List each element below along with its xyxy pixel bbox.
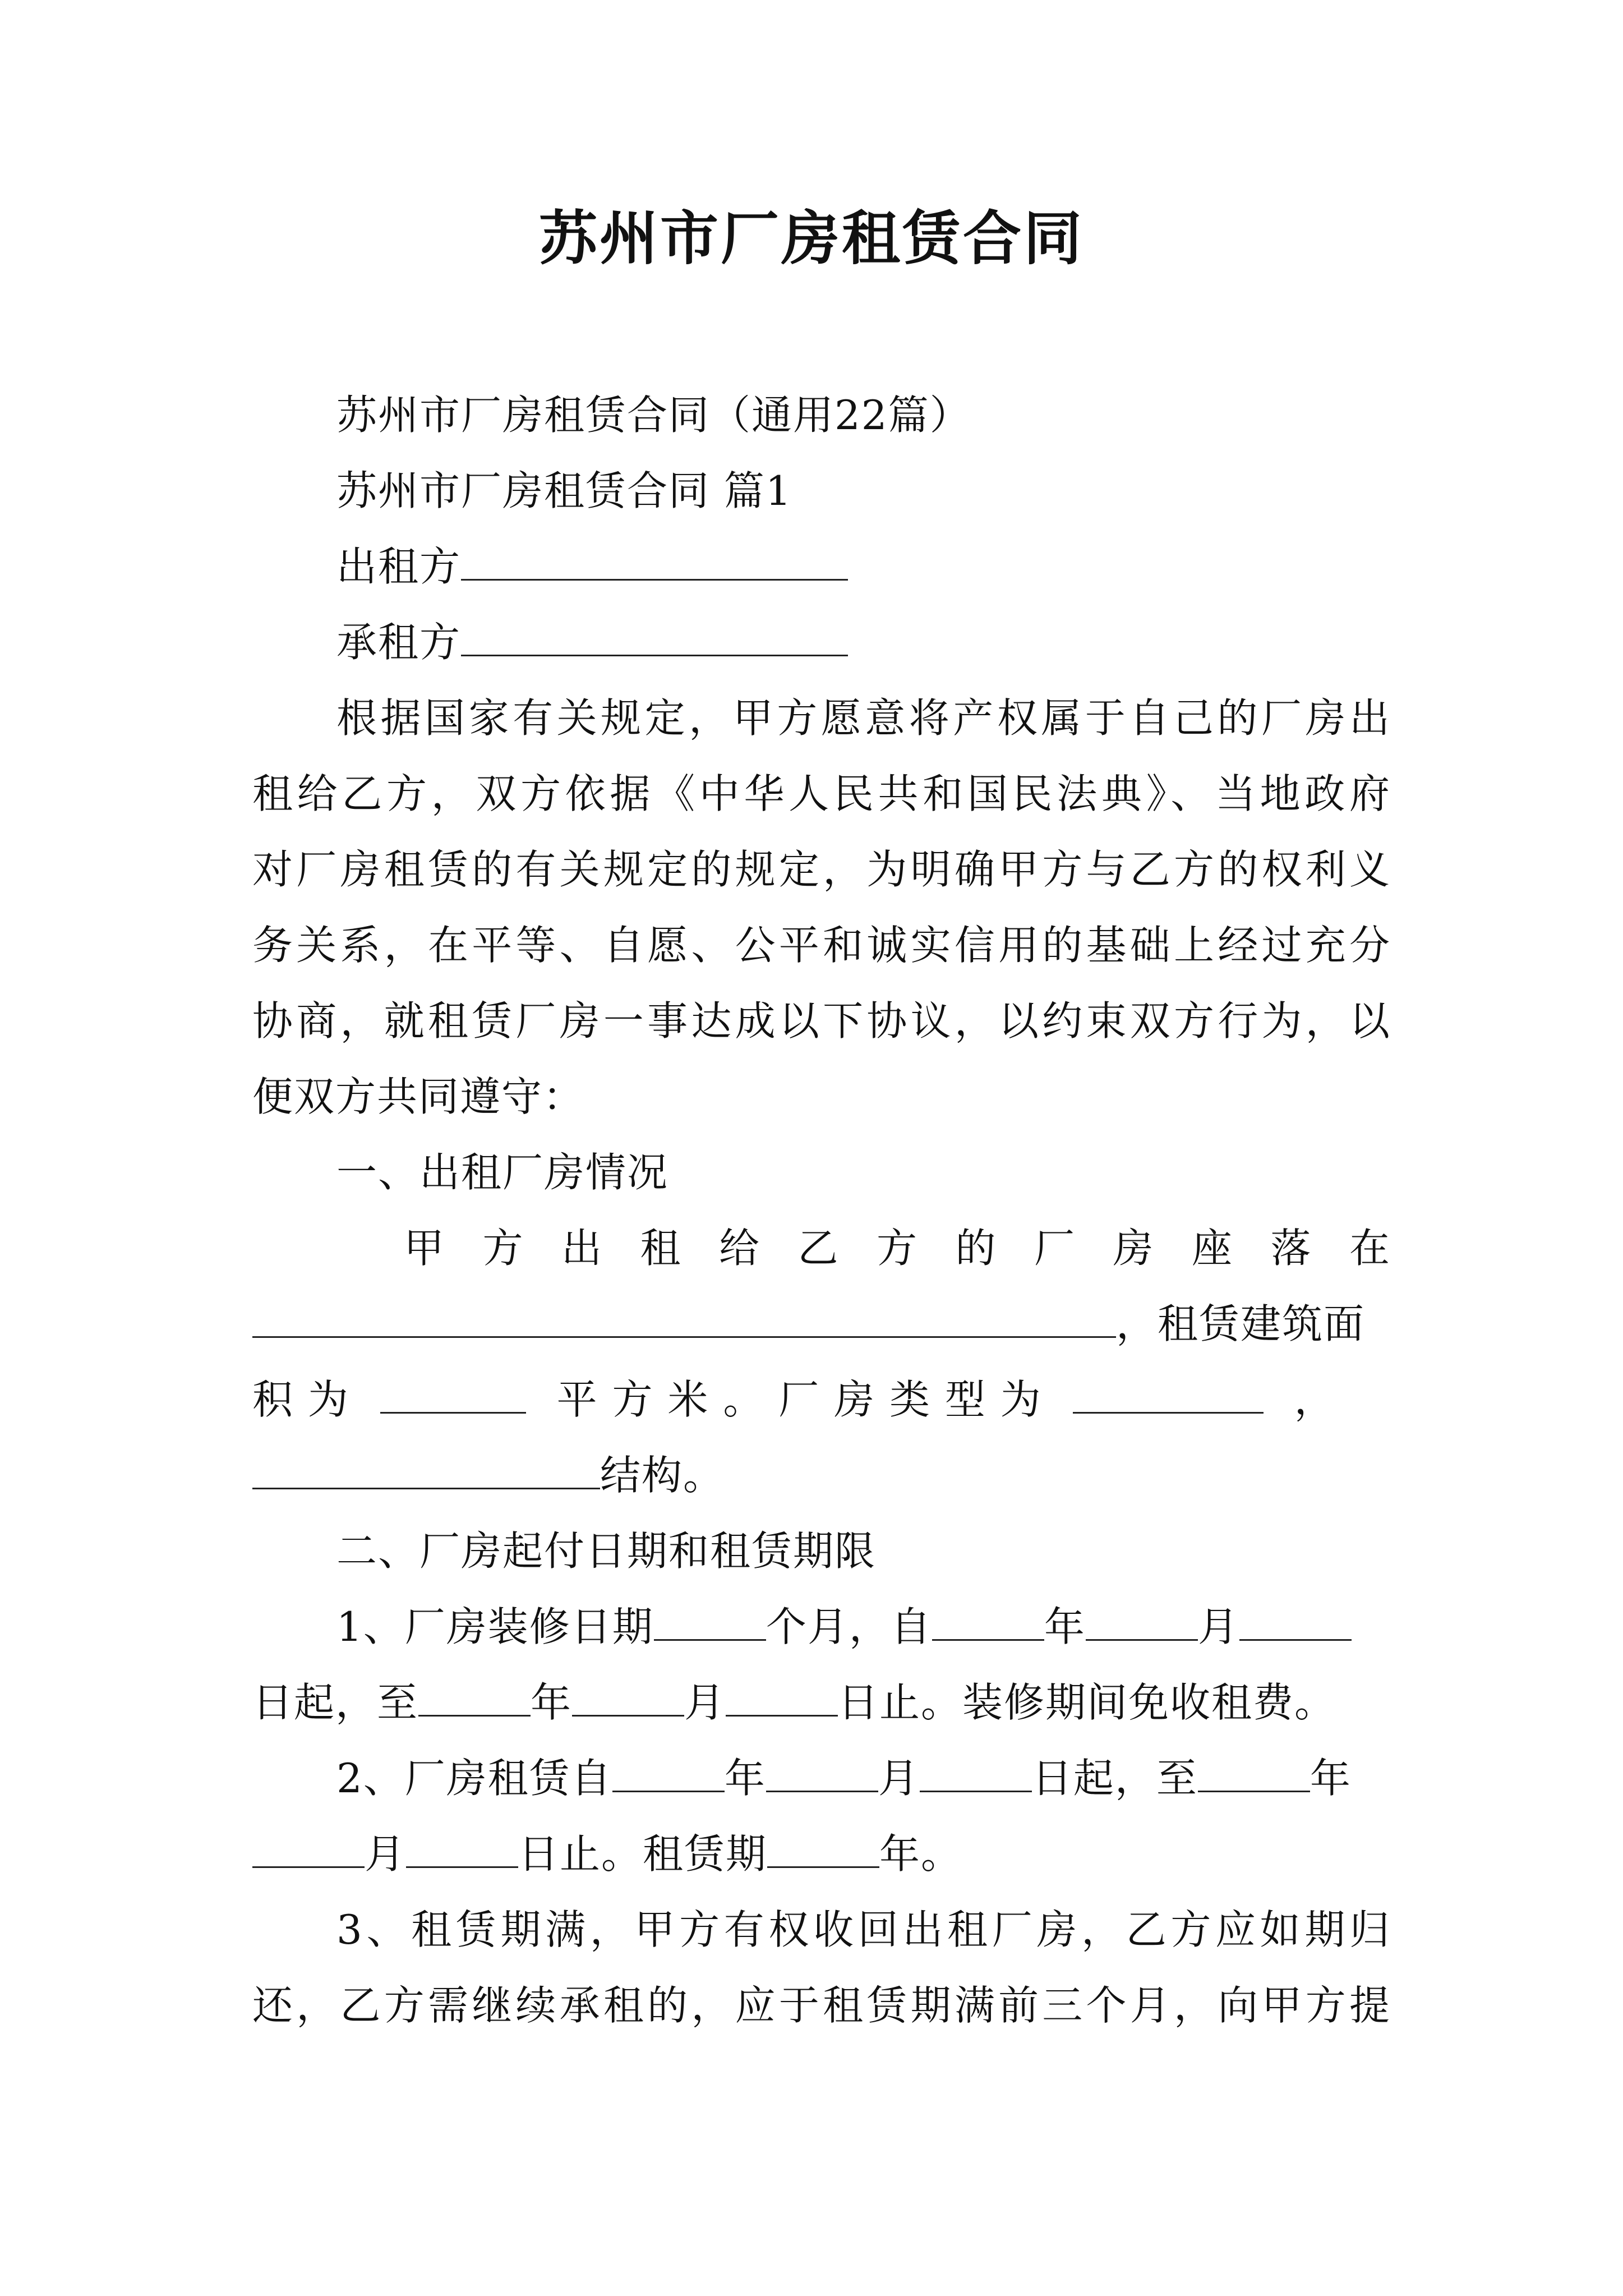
month-blank — [252, 1827, 365, 1868]
comma: ， — [1294, 1376, 1336, 1423]
paragraph-line: 还，乙方需继续承租的，应于租赁期满前三个月，向甲方提 — [252, 1982, 1391, 2029]
paragraph-line: 便双方共同遵守： — [252, 1073, 585, 1120]
text: 年 — [531, 1679, 573, 1726]
text: 月 — [684, 1679, 726, 1726]
lessor-label: 出租方 — [336, 543, 462, 590]
year-blank — [418, 1676, 531, 1717]
paragraph-line: 协商，就租赁厂房一事达成以下协议，以约束双方行为，以 — [252, 997, 1391, 1045]
text: 日起，至 — [252, 1679, 419, 1726]
text: 月 — [1197, 1603, 1239, 1650]
paragraph-line: 根据国家有关规定，甲方愿意将产权属于自己的厂房出 — [336, 694, 1391, 742]
subtitle: 苏州市厂房租赁合同（通用22篇） — [336, 392, 971, 439]
area-line — [252, 1372, 1391, 1428]
lessee-line — [336, 614, 1391, 670]
area-prefix: 积 为 — [252, 1376, 349, 1423]
location-blank — [252, 1297, 1116, 1338]
year-blank — [1198, 1751, 1310, 1792]
paragraph-line: 3、租赁期满，甲方有权收回出租厂房，乙方应如期归 — [336, 1906, 1391, 1953]
text: 月 — [878, 1755, 920, 1802]
type-label: 平 方 米 。 厂 房 类 型 为 — [556, 1376, 1042, 1423]
paragraph-line: 务关系，在平等、自愿、公平和诚实信用的基础上经过充分 — [252, 922, 1391, 969]
text: 年 — [724, 1755, 766, 1802]
year-blank — [932, 1600, 1044, 1641]
structure-label: 结构。 — [600, 1452, 725, 1499]
day-blank — [920, 1751, 1032, 1792]
text: 月 — [365, 1830, 407, 1878]
text: 1、厂房装修日期 — [336, 1603, 654, 1650]
text: 日止。租赁期 — [518, 1830, 768, 1878]
type-blank — [1073, 1373, 1264, 1414]
lessor-line — [336, 539, 1391, 595]
text: 年。 — [879, 1830, 963, 1878]
clause-line — [252, 1674, 1391, 1731]
clause-line — [336, 1599, 1391, 1655]
area-label: ，租赁建筑面 — [1116, 1300, 1366, 1347]
clause-line — [252, 1826, 1391, 1882]
month-blank — [766, 1751, 878, 1792]
text: 个月，自 — [766, 1603, 932, 1650]
paragraph-line: 甲 方 出 租 给 乙 方 的 厂 房 座 落 在 — [404, 1225, 1391, 1272]
paragraph-line: 对厂房租赁的有关规定的规定，为明确甲方与乙方的权利义 — [252, 846, 1391, 893]
lessor-blank — [461, 540, 848, 581]
document-title: 苏州市厂房租赁合同 — [538, 204, 1084, 273]
text: 年 — [1044, 1603, 1086, 1650]
structure-blank — [252, 1448, 600, 1489]
section-heading: 二、厂房起付日期和租赁期限 — [336, 1527, 877, 1575]
clause-line — [336, 1750, 1391, 1806]
area-blank — [380, 1373, 526, 1414]
month-blank — [1086, 1600, 1198, 1641]
text: 2、厂房租赁自 — [336, 1755, 612, 1802]
term-blank — [767, 1827, 879, 1868]
year-blank — [612, 1751, 725, 1792]
structure-line — [252, 1447, 1391, 1503]
section-heading: 苏州市厂房租赁合同 篇1 — [336, 467, 792, 514]
location-line — [252, 1296, 1391, 1352]
lessee-blank — [461, 615, 848, 656]
text: 日起，至 — [1031, 1755, 1198, 1802]
text: 日止。装修期间免收租费。 — [838, 1679, 1336, 1726]
day-blank — [406, 1827, 518, 1868]
months-blank — [654, 1600, 766, 1641]
text: 年 — [1310, 1755, 1352, 1802]
day-blank — [726, 1676, 838, 1717]
month-blank — [572, 1676, 684, 1717]
section-heading: 一、出租厂房情况 — [336, 1149, 669, 1196]
lessee-label: 承租方 — [336, 619, 462, 666]
day-blank — [1239, 1600, 1352, 1641]
paragraph-line: 租给乙方，双方依据《中华人民共和国民法典》、当地政府 — [252, 770, 1391, 817]
